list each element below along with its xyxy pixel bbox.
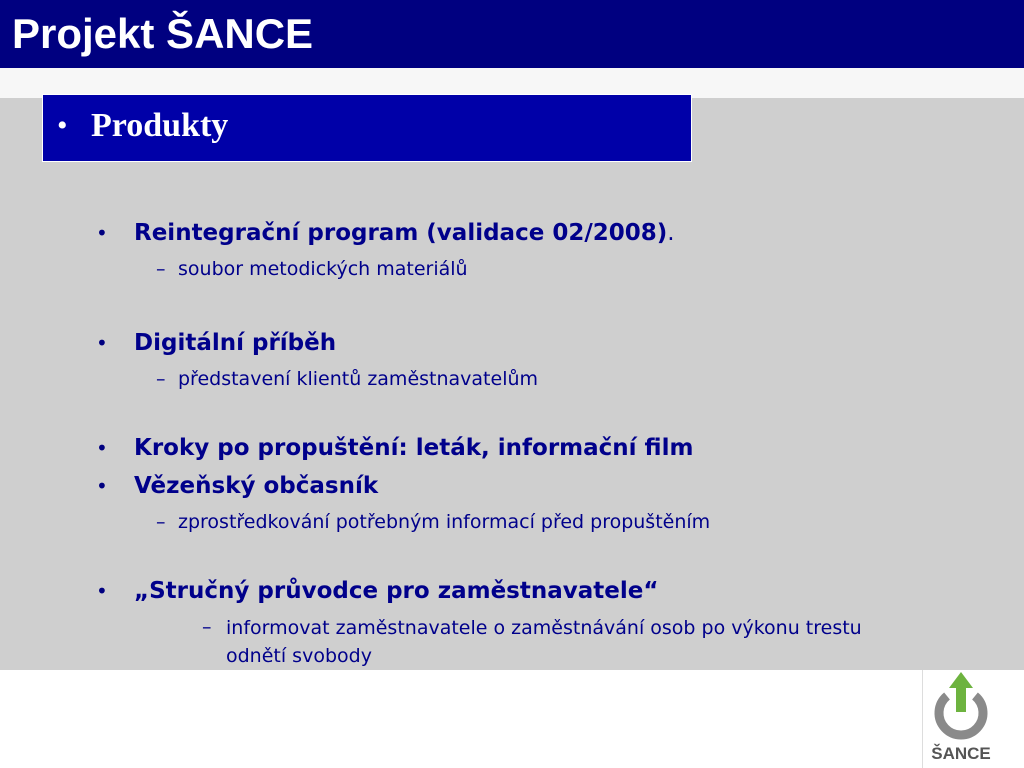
sub-item-text: soubor metodických materiálů [178, 258, 468, 280]
power-arrow-icon [923, 670, 999, 746]
sub-item-text: představení klientů zaměstnavatelům [178, 368, 539, 390]
list-item-text: „Stručný průvodce pro zaměstnavatele“ [134, 578, 659, 604]
bullet-dot: • [96, 331, 108, 355]
list-item-text: Kroky po propuštění: leták, informační film [134, 435, 694, 461]
sub-item-text: zprostředkování potřebným informací před propuštěním [178, 511, 711, 533]
sub-dash: – [156, 258, 166, 280]
section-heading-box [42, 94, 692, 162]
logo-label: ŠANCE [931, 744, 991, 763]
item-suffix: . [667, 220, 675, 246]
bullet-dot: • [96, 221, 108, 245]
section-title: Produkty [91, 107, 229, 144]
bullet-dot: • [96, 436, 108, 460]
sub-item-text: informovat zaměstnavatele o zaměstnávání osob po výkonu trestu odnětí svobody [226, 617, 862, 667]
footer-area [0, 670, 1024, 768]
bullet-dot: • [96, 579, 108, 603]
sance-logo [922, 670, 999, 768]
sub-dash: – [156, 368, 166, 390]
list-item-text: Digitální příběh [134, 330, 337, 356]
sub-dash: – [202, 616, 212, 638]
title-bar [0, 0, 1024, 68]
sub-dash: – [156, 511, 166, 533]
section-bullet: • [57, 109, 68, 142]
item-title: Reintegrační program (validace 02/2008) [134, 220, 668, 246]
bullet-dot: • [96, 474, 108, 498]
list-item-text: Vězeňský občasník [134, 473, 379, 499]
list-item-text [134, 218, 675, 248]
page-title: Projekt ŠANCE [12, 10, 314, 57]
